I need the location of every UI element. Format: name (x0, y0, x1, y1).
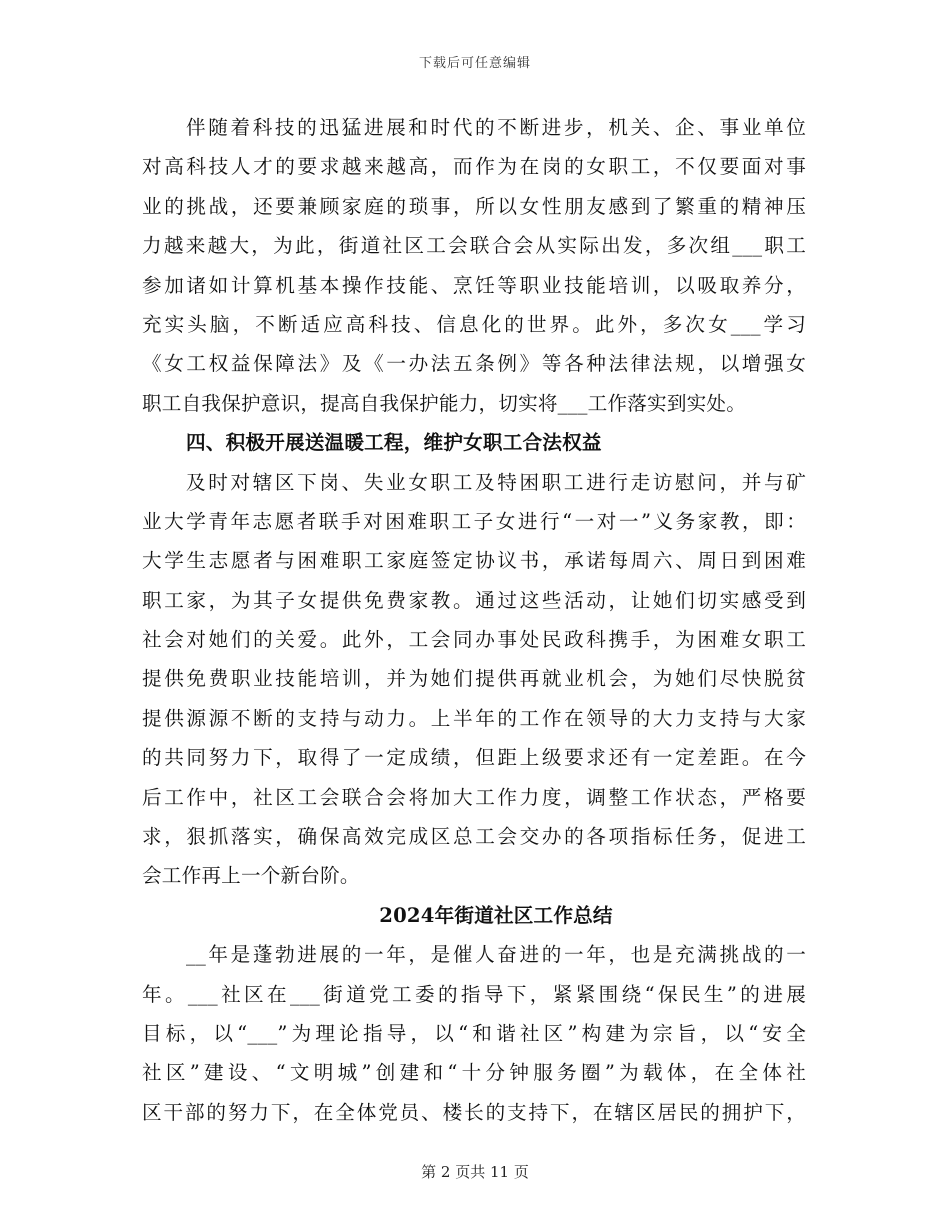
paragraph-line: 参加诸如计算机基本操作技能、烹饪等职业技能培训，以吸取养分， (142, 273, 806, 297)
paragraph-line: 力越来越大，为此，街道社区工会联合会从实际出发，多次组___职工 (142, 234, 806, 258)
paragraph-line: 求，狠抓落实，确保高效完成区总工会交办的各项指标任务，促进工 (142, 825, 806, 849)
paragraph-line: 伴随着科技的迅猛进展和时代的不断进步，机关、企、事业单位 (186, 116, 806, 139)
paragraph-line: 大学生志愿者与困难职工家庭签定协议书，承诺每周六、周日到困难 (142, 549, 806, 573)
paragraph-line: 社会对她们的关爱。此外，工会同办事处民政科携手，为困难女职工 (142, 628, 806, 652)
paragraph-line: __年是蓬勃进展的一年，是催人奋进的一年，也是充满挑战的一 (186, 943, 806, 967)
paragraph-line: 及时对辖区下岗、失业女职工及特困职工进行走访慰问，并与矿 (186, 470, 806, 494)
document-body (142, 108, 806, 1132)
paragraph-line: 职工家，为其子女提供免费家教。通过这些活动，让她们切实感受到 (142, 588, 806, 612)
page-header: 下载后可任意编辑 (418, 56, 531, 71)
paragraph-line: 《女工权益保障法》及《一办法五条例》等各种法律法规，以增强女 (142, 352, 806, 376)
section-heading: 四、积极开展送温暖工程，维护女职工合法权益 (186, 431, 602, 455)
paragraph-line: 提供源源不断的支持与动力。上半年的工作在领导的大力支持与大家 (142, 706, 806, 730)
paragraph-line: 提供免费职业技能培训，并为她们提供再就业机会，为她们尽快脱贫 (142, 667, 806, 691)
paragraph-line: 职工自我保护意识，提高自我保护能力，切实将___工作落实到实处。 (142, 391, 747, 415)
page-footer: 第 2 页共 11 页 (421, 1163, 529, 1181)
paragraph-line: 对高科技人才的要求越来越高，而作为在岗的女职工，不仅要面对事 (142, 155, 806, 179)
paragraph-line: 年。___社区在___街道党工委的指导下，紧紧围绕“保民生”的进展 (142, 982, 806, 1006)
paragraph-line: 后工作中，社区工会联合会将加大工作力度，调整工作状态，严格要 (142, 785, 806, 809)
paragraph-line: 业大学青年志愿者联手对困难职工子女进行“一对一”义务家教，即： (142, 509, 806, 533)
paragraph-line: 充实头脑，不断适应高科技、信息化的世界。此外，多次女___学习 (142, 312, 806, 336)
paragraph-line: 的共同努力下，取得了一定成绩，但距上级要求还有一定差距。在今 (142, 746, 806, 770)
document-title: 2024年街道社区工作总结 (379, 903, 613, 927)
paragraph-line: 社区”建设、“文明城”创建和“十分钟服务圈”为载体，在全体社 (142, 1061, 806, 1085)
paragraph-line: 业的挑战，还要兼顾家庭的琐事，所以女性朋友感到了繁重的精神压 (142, 194, 806, 218)
paragraph-line: 区干部的努力下，在全体党员、楼长的支持下，在辖区居民的拥护下， (142, 1100, 806, 1124)
paragraph-line: 目标，以“___”为理论指导，以“和谐社区”构建为宗旨，以“安全 (142, 1021, 806, 1045)
paragraph-line: 会工作再上一个新台阶。 (142, 864, 360, 888)
